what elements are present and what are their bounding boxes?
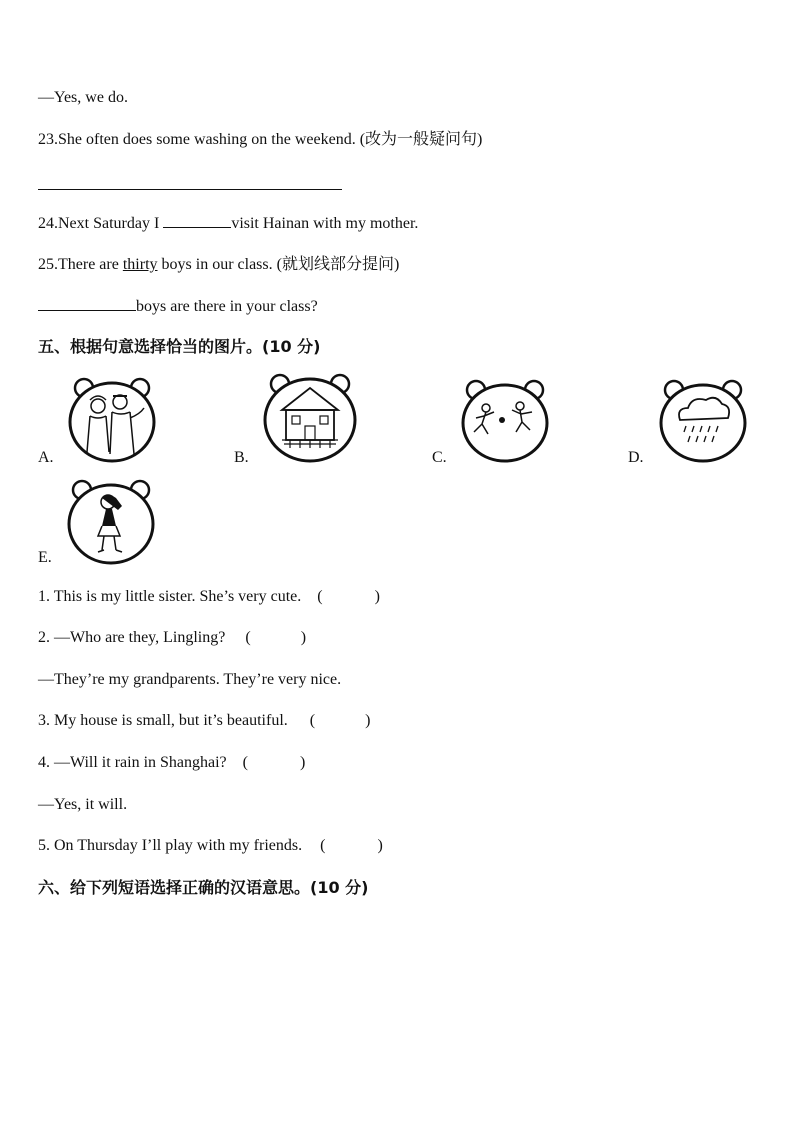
item-1-text: 1. This is my little sister. She’s very cute. [38, 588, 302, 605]
item-3 [38, 711, 370, 731]
children-playing-picture-icon [456, 376, 554, 464]
option-b-label: B. [234, 449, 249, 466]
item-1 [38, 587, 380, 607]
section-6-title: 六、给下列短语选择正确的汉语意思。(10 分) [38, 878, 369, 897]
question-24 [38, 213, 418, 234]
grandparents-picture-icon [62, 374, 162, 464]
answer-paren-close[interactable]: ) [365, 712, 371, 729]
answer-blank-23[interactable] [38, 189, 342, 190]
answer-blank-25[interactable] [38, 296, 136, 311]
item-5 [38, 836, 383, 856]
answer-paren-open: ( [245, 629, 251, 646]
question-25-end: boys in our class. (就划线部分提问) [157, 256, 400, 273]
answer-blank-24[interactable] [163, 213, 231, 228]
option-a-label: A. [38, 449, 54, 466]
question-24-end: visit Hainan with my mother. [231, 215, 419, 232]
answer-paren-open: ( [320, 837, 326, 854]
answer-line: —Yes, we do. [38, 89, 128, 106]
item-2 [38, 628, 306, 648]
answer-paren-open: ( [317, 588, 323, 605]
item-4 [38, 753, 305, 773]
house-picture-icon [260, 370, 360, 464]
answer-paren-close[interactable]: ) [374, 588, 380, 605]
option-e-label: E. [38, 549, 52, 566]
girl-picture-icon [62, 476, 160, 566]
answer-paren-close[interactable]: ) [377, 837, 383, 854]
question-25-answer [38, 296, 318, 317]
item-5-text: 5. On Thursday I’ll play with my friends. [38, 837, 303, 854]
section-5-title: 五、根据句意选择恰当的图片。(10 分) [38, 337, 321, 356]
item-4-reply: —Yes, it will. [38, 796, 128, 813]
rain-cloud-picture-icon [654, 376, 752, 464]
option-d-label: D. [628, 449, 644, 466]
item-4-text: 4. —Will it rain in Shanghai? [38, 754, 227, 771]
answer-paren-close[interactable]: ) [300, 629, 307, 646]
question-25 [38, 255, 399, 275]
answer-paren-close[interactable]: ) [299, 754, 306, 771]
question-24-start: 24.Next Saturday I [38, 215, 164, 232]
answer-paren-open: ( [242, 754, 248, 771]
question-23: 23.She often does some washing on the weekend. (改为一般疑问句) [38, 131, 483, 148]
item-3-text: 3. My house is small, but it’s beautiful. [38, 712, 288, 729]
item-2-reply: —They’re my grandparents. They’re very nice. [38, 671, 342, 688]
answer-paren-open: ( [309, 712, 316, 729]
item-2-text: 2. —Who are they, Lingling? [38, 629, 226, 646]
underlined-word: thirty [122, 256, 158, 273]
question-25-start: 25.There are [38, 256, 123, 273]
option-c-label: C. [432, 449, 447, 466]
question-25-answer-text: boys are there in your class? [136, 298, 318, 315]
